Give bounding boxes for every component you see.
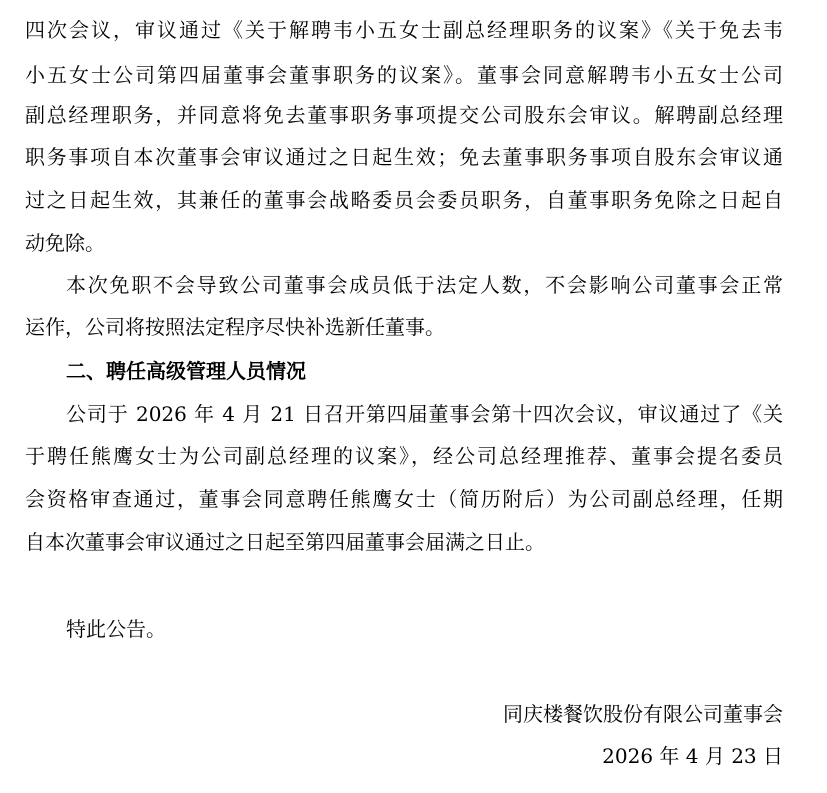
paragraph-3-line-2: 于聘任熊鹰女士为公司副总经理的议案》，经公司总经理推荐、董事会提名委员 — [25, 444, 783, 468]
paragraph-2-line-1: 本次免职不会导致公司董事会成员低于法定人数，不会影响公司董事会正常 — [66, 273, 783, 297]
paragraph-3-line-4: 自本次董事会审议通过之日起至第四届董事会届满之日止。 — [25, 530, 545, 554]
signature-company: 同庆楼餐饮股份有限公司董事会 — [503, 702, 783, 726]
section-heading: 二、聘任高级管理人员情况 — [66, 359, 306, 383]
paragraph-1-line-2: 小五女士公司第四届董事会董事职务的议案》。董事会同意解聘韦小五女士公司 — [25, 63, 783, 87]
paragraph-1-line-6: 动免除。 — [25, 231, 105, 255]
paragraph-1-line-5: 过之日起生效，其兼任的董事会战略委员会委员职务，自董事职务免除之日起自 — [25, 188, 783, 212]
paragraph-1-line-1: 四次会议，审议通过《关于解聘韦小五女士副总经理职务的议案》《关于免去韦 — [25, 18, 783, 42]
paragraph-2-line-2: 运作，公司将按照法定程序尽快补选新任董事。 — [25, 315, 445, 339]
paragraph-3-line-3: 会资格审查通过，董事会同意聘任熊鹰女士（简历附后）为公司副总经理，任期 — [25, 487, 783, 511]
paragraph-1-line-3: 副总经理职务，并同意将免去董事职务事项提交公司股东会审议。解聘副总经理 — [25, 103, 783, 127]
signature-date: 2026 年 4 月 23 日 — [602, 744, 783, 768]
closing-statement: 特此公告。 — [66, 617, 166, 641]
paragraph-1-line-4: 职务事项自本次董事会审议通过之日起生效；免去董事职务事项自股东会审议通 — [25, 145, 783, 169]
paragraph-3-line-1: 公司于 2026 年 4 月 21 日召开第四届董事会第十四次会议，审议通过了《关 — [66, 402, 783, 426]
